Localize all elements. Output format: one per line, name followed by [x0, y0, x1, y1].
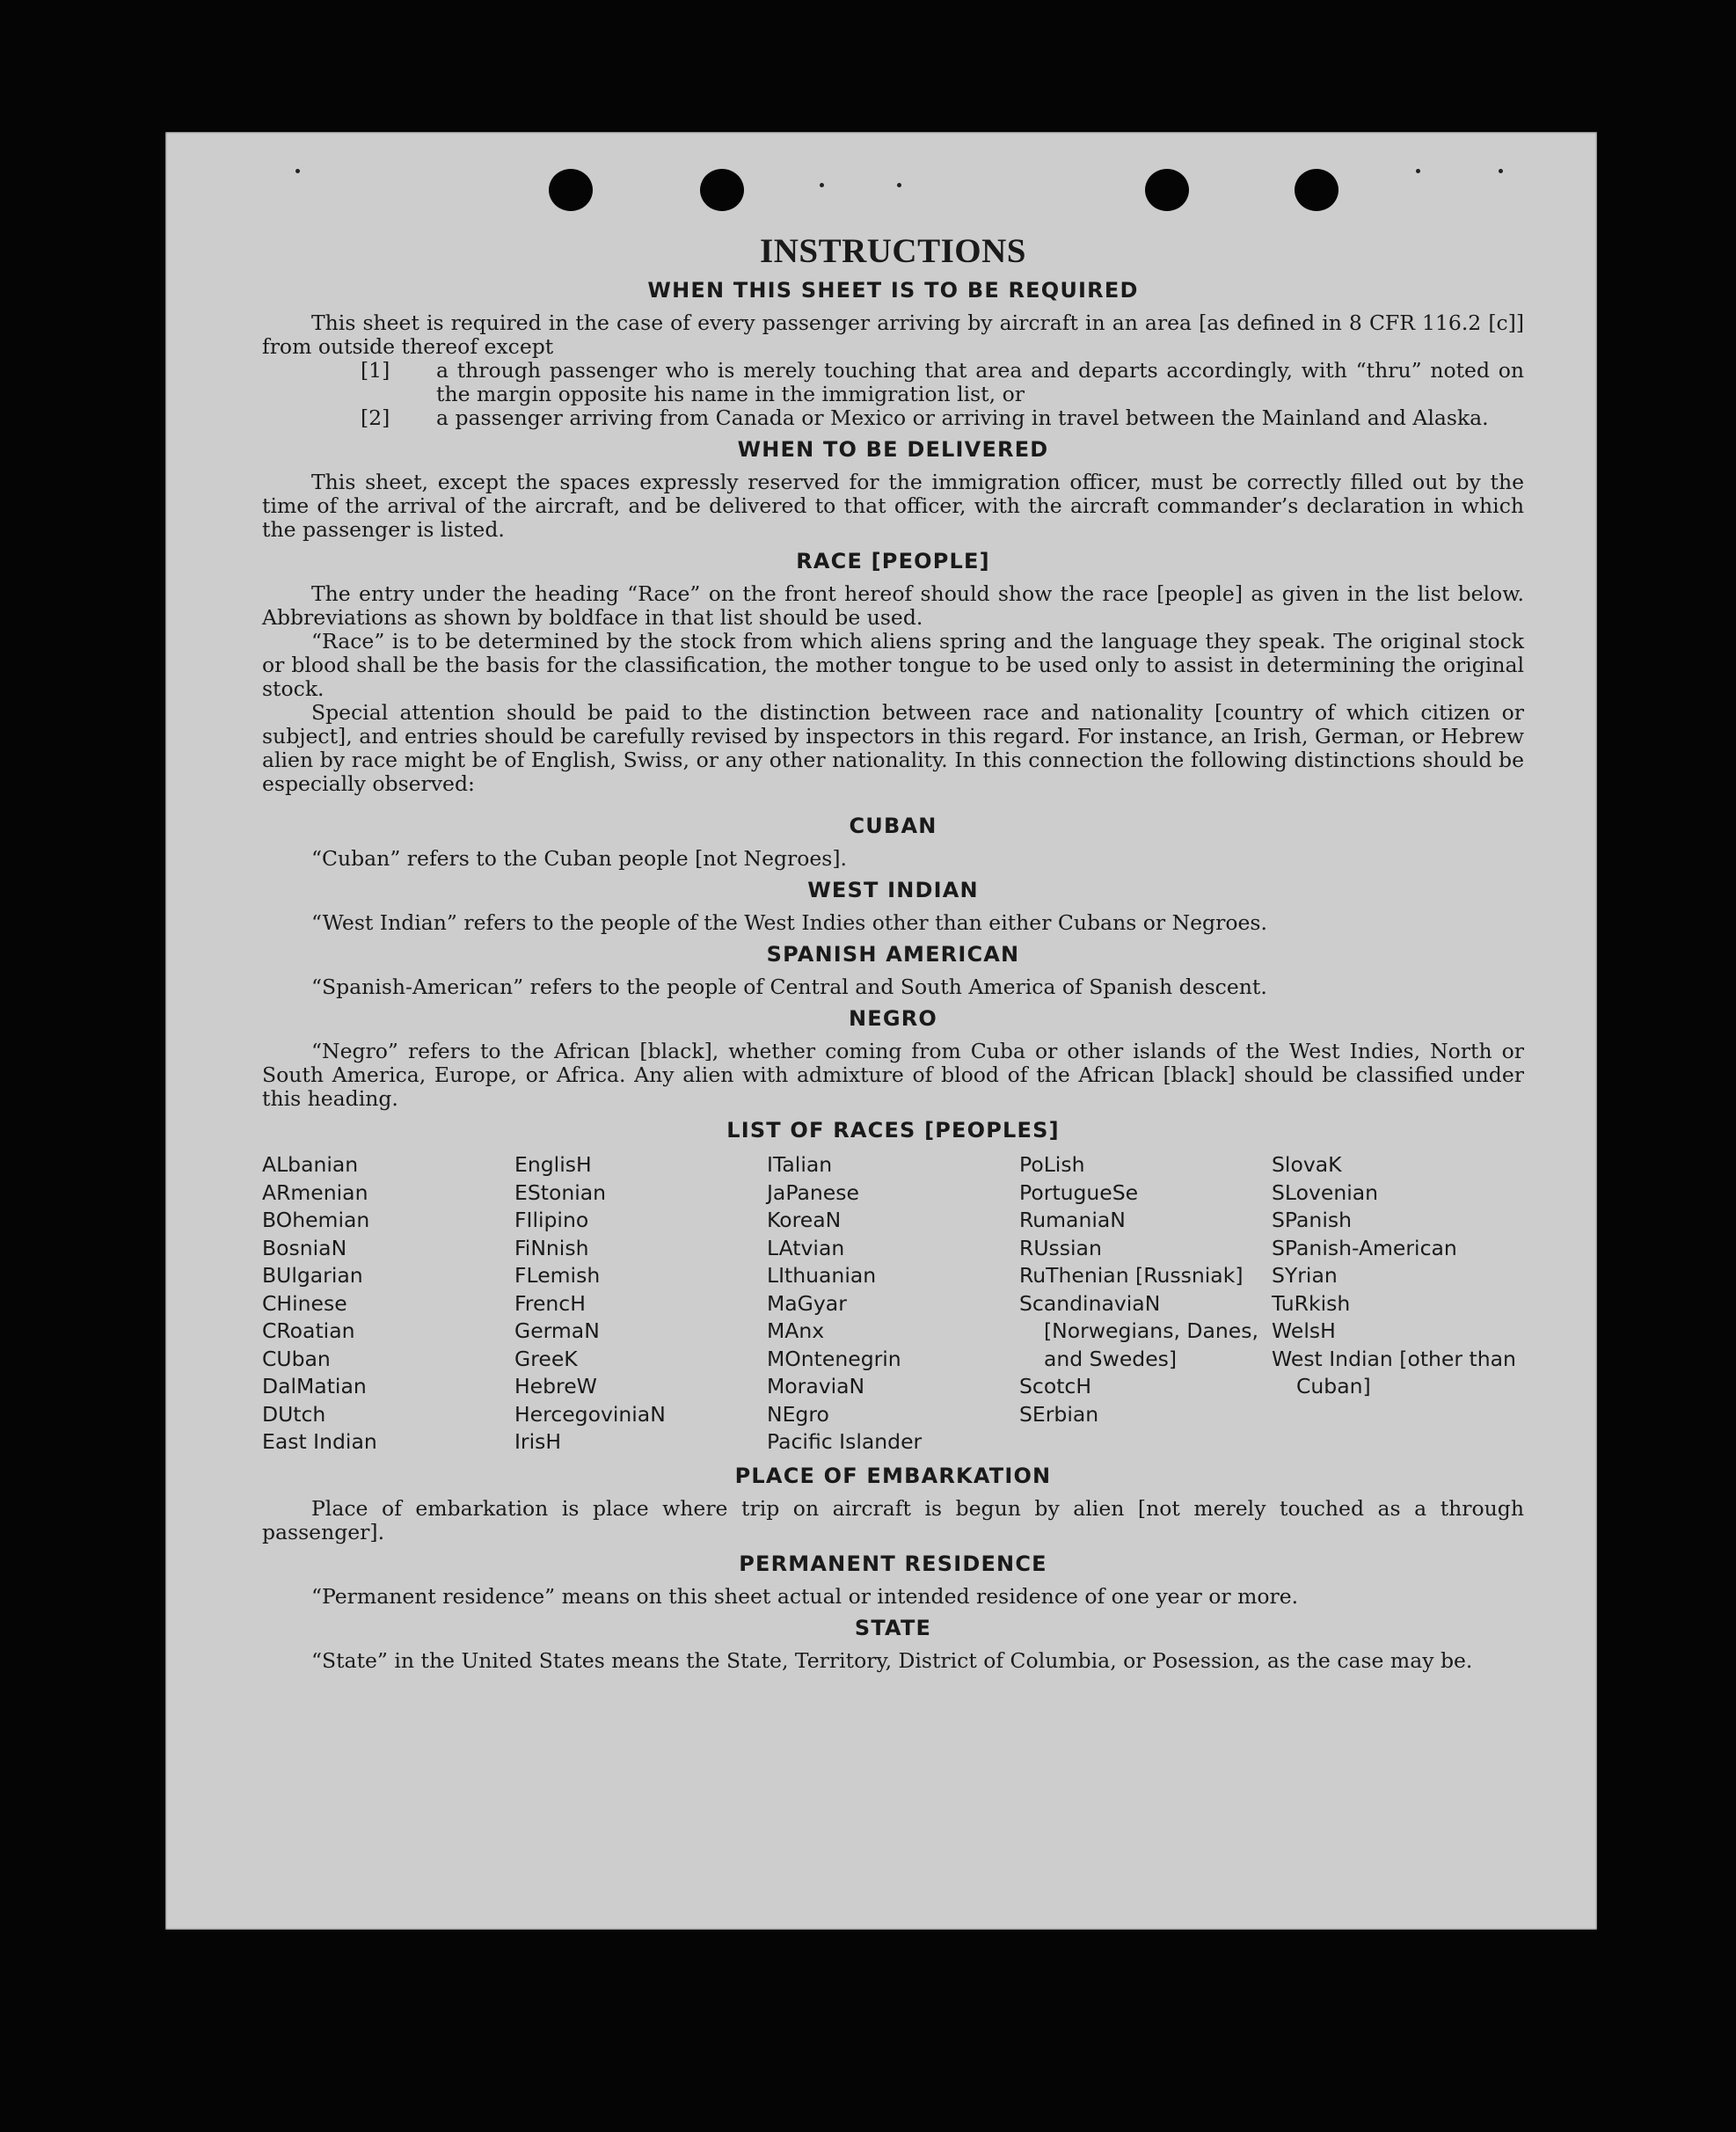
item-text: a through passenger who is merely touching that area and departs accordingly, with “thru” noted on the margin opposite his name in the immigration list, or: [436, 358, 1524, 406]
race-entry: BOhemian: [262, 1208, 370, 1232]
race-paragraph: “Race” is to be determined by the stock from which aliens spring and the language they speak. The original stock or blood shall be the basis for the classification, the mother tongue to be used only to assist in determining the original stock.: [262, 629, 1524, 701]
section-heading-embarkation: PLACE OF EMBARKATION: [734, 1463, 1052, 1488]
instructions-content: [262, 232, 1524, 1673]
race-entry: CHinese: [262, 1290, 347, 1316]
race-entry: KoreaN: [767, 1208, 842, 1232]
race-entry: ARmenian: [262, 1179, 368, 1205]
punch-hole: [549, 169, 593, 211]
item-number: [2]: [361, 405, 390, 430]
race-entry: FIlipino: [514, 1208, 589, 1232]
document-sheet: [165, 132, 1597, 1930]
race-entry: DalMatian: [262, 1374, 367, 1398]
race-entry: Pacific Islander: [767, 1429, 923, 1454]
race-entry: TuRkish: [1272, 1290, 1351, 1316]
race-entry: EnglisH: [514, 1152, 592, 1177]
race-entry: PortugueSe: [1019, 1179, 1139, 1205]
speck: [1416, 169, 1420, 173]
cuban-text: “Cuban” refers to the Cuban people [not Negroes].: [311, 846, 848, 871]
punch-hole: [1295, 169, 1338, 211]
race-entry: LAtvian: [767, 1235, 845, 1260]
race-entry: DUtch: [262, 1401, 326, 1427]
page-title: INSTRUCTIONS: [760, 232, 1026, 270]
races-column: [767, 1151, 1019, 1457]
required-intro: This sheet is required in the case of every passenger arriving by aircraft in an area [as defined in 8 CFR 116.2 [c]] from outside thereof except: [262, 310, 1524, 359]
race-entry: CUban: [262, 1346, 331, 1371]
race-entry: MaGyar: [767, 1290, 847, 1316]
embarkation-text: Place of embarkation is place where trip on aircraft is begun by alien [not merely touched as a through passenger].: [262, 1495, 1524, 1544]
section-heading-negro: NEGRO: [848, 1006, 938, 1031]
section-heading-residence: PERMANENT RESIDENCE: [739, 1551, 1047, 1576]
race-entry: NEgro: [767, 1401, 829, 1427]
speck: [820, 183, 824, 187]
race-entry: ScandinaviaN [Norwegians, Danes, and Swedes]: [1019, 1290, 1258, 1371]
race-entry: ALbanian: [262, 1152, 359, 1177]
races-column: [262, 1151, 514, 1457]
race-entry: SPanish-American: [1272, 1235, 1457, 1260]
race-entry: HebreW: [514, 1374, 597, 1398]
section-heading-west-indian: WEST INDIAN: [807, 878, 979, 902]
race-entry: ScotcH: [1019, 1374, 1092, 1398]
race-entry: ITalian: [767, 1152, 833, 1177]
section-heading-delivered: WHEN TO BE DELIVERED: [737, 437, 1049, 462]
race-entry: SYrian: [1272, 1263, 1338, 1288]
item-number: [1]: [361, 358, 390, 383]
race-entry: WelsH: [1272, 1318, 1336, 1343]
race-entry: BUlgarian: [262, 1263, 363, 1288]
race-entry: MOntenegrin: [767, 1346, 901, 1371]
race-entry: GermaN: [514, 1318, 600, 1343]
race-entry: West Indian [other than Cuban]: [1272, 1346, 1516, 1398]
race-entry: BosniaN: [262, 1235, 347, 1260]
races-column: [514, 1151, 767, 1457]
punch-hole: [700, 169, 744, 211]
race-entry: PoLish: [1019, 1152, 1085, 1177]
race-entry: SPanish: [1272, 1208, 1352, 1232]
speck: [1499, 169, 1503, 173]
races-column: [1272, 1151, 1524, 1457]
speck: [897, 183, 901, 187]
section-heading-state: STATE: [854, 1615, 932, 1640]
race-paragraph: The entry under the heading “Race” on the front hereof should show the race [people] as given in the list below. Abbreviations as shown by boldface in that list should be used.: [262, 581, 1524, 630]
race-entry: IrisH: [514, 1429, 562, 1454]
section-heading-spanish-american: SPANISH AMERICAN: [766, 942, 1020, 967]
race-paragraph: Special attention should be paid to the distinction between race and nationality [country of which citizen or subject], and entries should be carefully revised by inspectors in this regard. For instance, an Irish, German, or Hebrew alien by race might be of English, Swiss, or any other nationality. In this connection the following distinctions should be especially observed:: [262, 700, 1524, 796]
section-heading-required: WHEN THIS SHEET IS TO BE REQUIRED: [647, 278, 1139, 303]
residence-text: “Permanent residence” means on this sheet actual or intended residence of one year or more.: [311, 1583, 1299, 1609]
race-entry: EStonian: [514, 1179, 607, 1205]
race-entry: MoraviaN: [767, 1374, 865, 1398]
race-entry: RuThenian [Russniak]: [1019, 1263, 1244, 1288]
race-entry: CRoatian: [262, 1318, 355, 1343]
race-entry: East Indian: [262, 1429, 377, 1454]
race-entry: SLovenian: [1272, 1179, 1379, 1205]
race-entry: MAnx: [767, 1318, 825, 1343]
races-column: [1019, 1151, 1272, 1457]
required-item: [361, 406, 1524, 430]
race-entry: RumaniaN: [1019, 1208, 1126, 1232]
race-entry: SlovaK: [1272, 1152, 1342, 1177]
race-entry: JaPanese: [767, 1179, 859, 1205]
race-entry: LIthuanian: [767, 1263, 877, 1288]
race-entry: GreeK: [514, 1346, 578, 1371]
speck: [295, 169, 300, 173]
race-entry: FiNnish: [514, 1235, 589, 1260]
race-entry: FrencH: [514, 1290, 586, 1316]
section-heading-cuban: CUBAN: [849, 814, 937, 838]
west-indian-text: “West Indian” refers to the people of the West Indies other than either Cubans or Negroes.: [311, 910, 1267, 935]
race-entry: HercegoviniaN: [514, 1401, 666, 1427]
state-text: “State” in the United States means the State, Territory, District of Columbia, or Posession, as the case may be.: [311, 1647, 1473, 1673]
race-entry: RUssian: [1019, 1235, 1102, 1260]
race-entry: SErbian: [1019, 1401, 1099, 1427]
spanish-american-text: “Spanish-American” refers to the people of Central and South America of Spanish descent.: [311, 975, 1267, 999]
race-entry: FLemish: [514, 1263, 601, 1288]
required-item: [361, 359, 1524, 406]
races-list: [262, 1151, 1524, 1457]
section-heading-list: LIST OF RACES [PEOPLES]: [726, 1118, 1060, 1143]
negro-text: “Negro” refers to the African [black], whether coming from Cuba or other islands of the West Indies, North or South America, Europe, or Africa. Any alien with admixture of blood of the African [black] should be classified under this heading.: [262, 1039, 1524, 1111]
delivered-text: This sheet, except the spaces expressly reserved for the immigration officer, must be correctly filled out by the time of the arrival of the aircraft, and be delivered to that officer, with the aircraft commander’s declaration in which the passenger is listed.: [262, 470, 1524, 542]
section-heading-race: RACE [PEOPLE]: [796, 549, 990, 573]
punch-hole: [1145, 169, 1189, 211]
item-text: a passenger arriving from Canada or Mexico or arriving in travel between the Mainland and Alaska.: [436, 405, 1489, 430]
